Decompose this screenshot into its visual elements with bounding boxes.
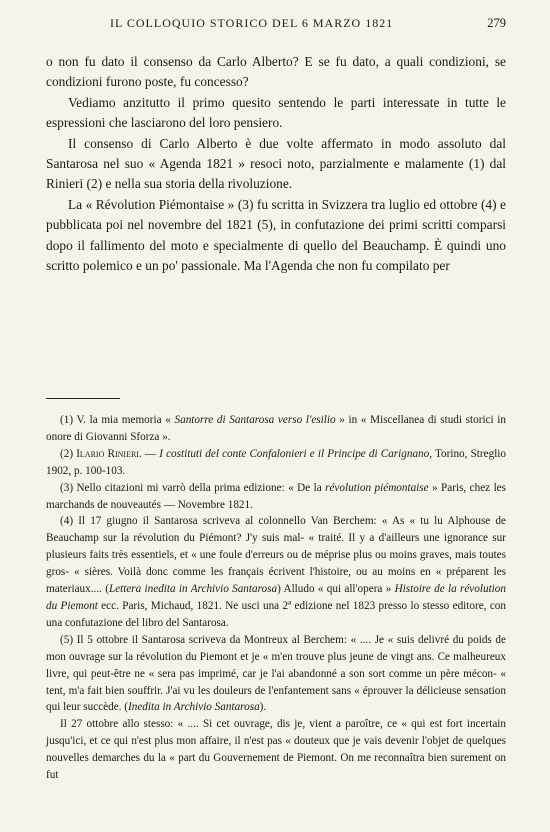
footnotes	[46, 412, 506, 784]
running-title: IL COLLOQUIO STORICO DEL 6 MARZO 1821	[110, 16, 394, 30]
footnote-5: (5) Il 5 ottobre il Santarosa scriveva da Montreux al Berchem: « .... Je « suis delivré du poids de mon ouvrage sur la révolution du Piemont et je « m'en trouve plus jeune de vingt ans. Ce malheureux livre, qui peut-être ne « sera pas imprimé, car je l'ai abandonné a son sort comme un père mécon- « tent, m'a fait bien souffrir. J'ai vu les douleurs de l'enfantement sans « éprouver la délicieuse sensation qui leur succède. (Inedita in Archivio Santarosa).	[46, 633, 506, 714]
running-header	[46, 16, 506, 38]
paragraph-2: Vediamo anzitutto il primo quesito sentendo le parti interessate in tutte le espressioni che lasciarono del loro pensiero.	[46, 94, 506, 131]
paragraph-4: La « Révolution Piémontaise » (3) fu scritta in Svizzera tra luglio ed ottobre (4) e pubblicata poi nel novembre del 1821 (5), in confutazione dei primi scritti comparsi dopo il fallimento del moto e specialmente di quello del Beauchamp. È quindi uno scritto polemico e un po' passionale. Ma l'Agenda che non fu compilato per	[46, 196, 506, 274]
footnote-separator	[46, 398, 120, 399]
footnote-1: (1) V. la mia memoria « Santorre di Santarosa verso l'esilio » in « Miscellanea di studi storici in onore di Giovanni Sforza ».	[46, 414, 507, 443]
footnote-2: (2) Ilario Rinieri. — I costituti del conte Confalonieri e il Principe di Carignano, Torino, Streglio 1902, p. 100-103.	[46, 447, 506, 477]
page-number: 279	[487, 16, 506, 30]
footnote-4: (4) Il 17 giugno il Santarosa scriveva al colonnello Van Berchem: « As « tu lu Alphouse de Beauchamp sur la révolution du Piémont? J'y suis mal- « traité. Il y a d'ailleurs une ignorance sur plusieurs faits très essentiels, et « une foule d'erreurs ou de méprise plus ou moins graves, mais toutes gros- « sières. Voilà donc comme les français écrivent l'histoire, ou au moins en « préparent les materiaux.... (Lettera inedita in Archivio Santarosa) Alludo « qui all'opera » Histoire de la révolution du Piemont ecc. Paris, Michaud, 1821. Ne usci una 2ª edizione nel 1823 presso lo stesso editore, con una confutazione del libro del Santarosa.	[46, 515, 506, 629]
footnote-3: (3) Nello citazioni mi varrò della prima edizione: « De la révolution piémontaise » Paris, chez les marchands de nouveautés — Novembre 1821.	[46, 481, 506, 511]
paragraph-1: o non fu dato il consenso da Carlo Alberto? E se fu dato, a quali condizioni, se condizioni furono poste, fu concesso?	[46, 54, 506, 90]
footnote-2-author: Ilario Rinieri	[76, 447, 139, 460]
paragraph-3: Il consenso di Carlo Alberto è due volte affermato in modo assoluto dal Santarosa nel suo « Agenda 1821 » resoci noto, parzialmente e malamente (1) dal Rinieri (2) e nella sua storia della rivoluzione.	[46, 135, 506, 192]
main-text	[46, 52, 506, 276]
footnote-1-title: Santorre di Santarosa verso l'esilio	[174, 414, 336, 426]
footnote-2-title: I costituti del conte Confalonieri e il Principe di Carignano	[159, 447, 430, 460]
footnote-5-continued: Il 27 ottobre allo stesso: « .... Si cet ouvrage, dis je, vient a paroître, ce « qui est fort incertain jusqu'ici, et ce qui n'est plus mon affaire, il n'est pas « douteux que je vais devenir l'objet de quelques nouvelles demarches du la « part du Gouvernement de Piemont. On me reconnaîtra bien surement on fut	[46, 718, 506, 782]
book-page	[46, 16, 506, 822]
